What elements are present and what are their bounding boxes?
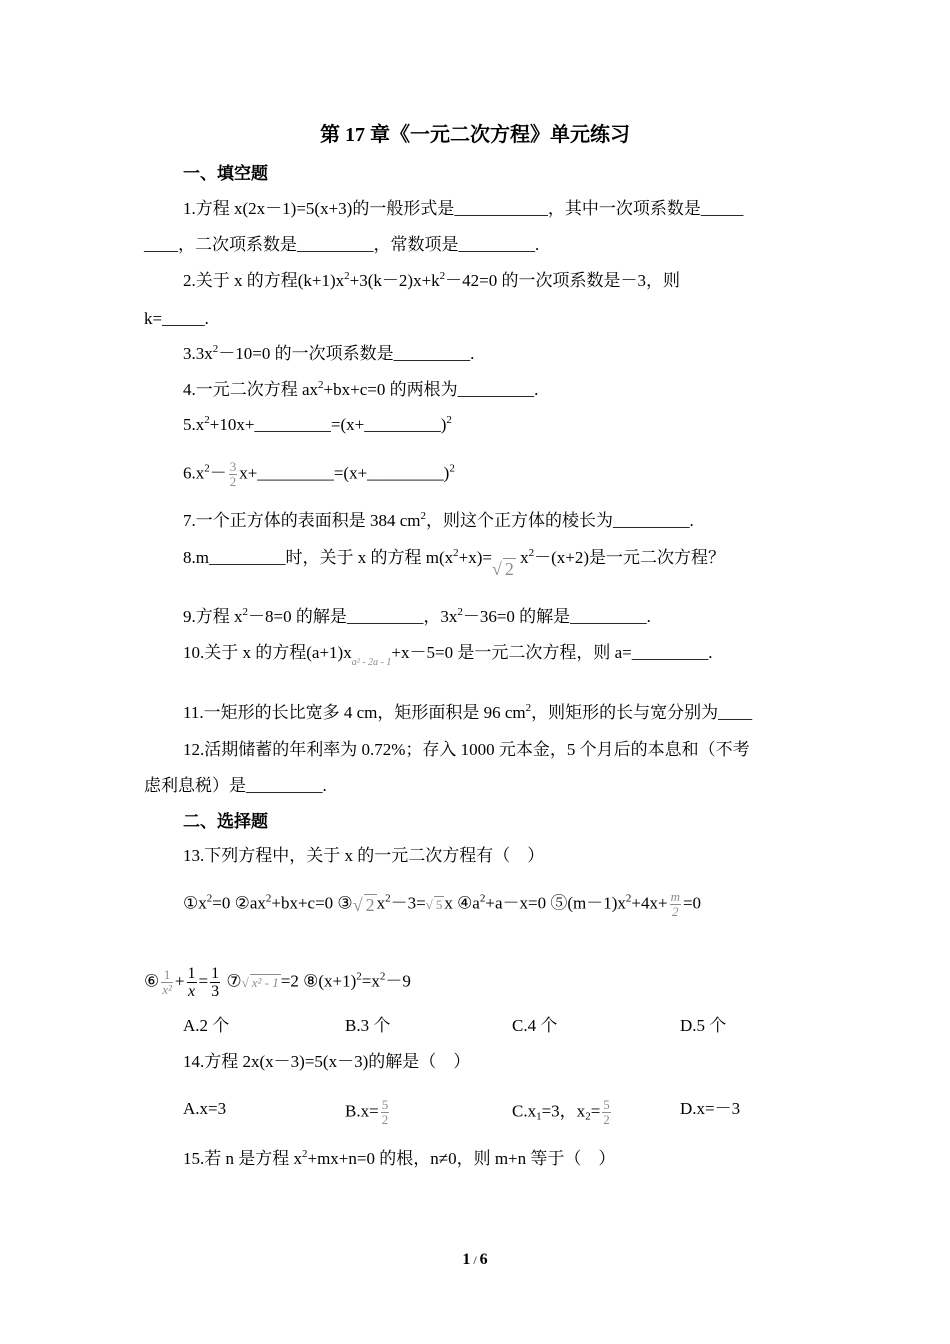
question-6: $6.x^2-$ $\frac{3}{2}$ x+_________=(x+_________)$^2$ bbox=[183, 459, 455, 489]
sqrt-five: √ 5 bbox=[425, 896, 443, 912]
section-choice-heading: 二、选择题 bbox=[183, 812, 268, 831]
q13-choice-b[interactable]: B.3 个 bbox=[345, 1016, 391, 1035]
q13-choice-d[interactable]: D.5 个 bbox=[680, 1016, 727, 1035]
question-4: 4.一元二次方程 $ax^2+bx+c=0$ 的两根为_________. bbox=[183, 379, 539, 399]
exponent-expression: a² - 2a - 1 bbox=[351, 657, 392, 668]
fraction-five-halves: $\frac{5}{2}$ bbox=[603, 1097, 610, 1127]
question-10: 10.关于 x 的方程$(a+1)x_{a^2 - 2a - 1}+x-5=0$ 是一元二次方程，则 a=_________. bbox=[183, 643, 713, 668]
question-1-line-2: ____，二次项系数是_________，常数项是_________. bbox=[144, 235, 540, 254]
question-2-line-2: k=_____. bbox=[144, 309, 209, 328]
q14-choice-b[interactable]: B.x= $\frac{5}{2}$ bbox=[345, 1097, 389, 1127]
sqrt-x-squared-minus-one: √ x² - 1 bbox=[241, 974, 279, 990]
question-15: 15.若 n 是方程 $x^2+mx+n=0$ 的根，n≠0，则 m+n 等于（ ） bbox=[183, 1148, 616, 1168]
question-13-choices bbox=[0, 1015, 950, 1037]
document-title: 第 17 章《一元二次方程》单元练习 bbox=[320, 124, 630, 146]
sqrt-two: √ 2 bbox=[352, 894, 375, 915]
question-9: 9.方程 $x^2-8=0$ 的解是_________，$3x^2-36=0$ 的解是_________. bbox=[183, 606, 651, 626]
page-number: 1 / 6 bbox=[462, 1251, 488, 1268]
q14-choice-c[interactable]: $C.x_1=3$，$x_2=$ $\frac{5}{2}$ bbox=[512, 1097, 610, 1127]
question-3: $3.3x^2-10=0$ 的一次项系数是_________. bbox=[183, 343, 475, 363]
question-14-choices bbox=[0, 1097, 950, 1127]
q14-choice-d[interactable]: D.x=－3 bbox=[680, 1099, 741, 1118]
fraction-m-over-two: $\frac{m}{2}$ bbox=[670, 889, 680, 919]
fraction-five-halves: $\frac{5}{2}$ bbox=[381, 1097, 389, 1127]
question-13-options-row-2: ⑥ $\frac{1}{\text{x²}}$ + $\frac{1}{x}$ = $\frac{1}{3}$ ⑦√ x² - 1 =2 $⑧(x+1)^2=x^2-9$ bbox=[144, 965, 411, 1000]
fraction-one-over-x: $\frac{1}{x}$ bbox=[187, 965, 196, 1000]
question-5: $5.x^2+10x+\_\_\_\_\_\_\_\_\_=(x+\_\_\_\_\_\_\_\_\_)^2$ bbox=[183, 414, 452, 434]
question-12-line-2: 虑利息税）是_________. bbox=[144, 776, 327, 795]
fraction-one-third: $\frac{1}{3}$ bbox=[211, 965, 220, 1000]
question-13: 13.下列方程中，关于 x 的一元二次方程有（ ） bbox=[183, 846, 545, 865]
fraction-three-halves: $\frac{3}{2}$ bbox=[229, 459, 237, 489]
question-12-line-1: 12.活期储蓄的年利率为 0.72%；存入 1000 元本金，5 个月后的本息和（不考 bbox=[183, 740, 750, 759]
section-fill-in-heading: 一、填空题 bbox=[183, 164, 268, 183]
question-11: 11.一矩形的长比宽多 4 cm，矩形面积是 96 $cm^2$，则矩形的长与宽分别为____ bbox=[183, 702, 753, 722]
q13-choice-c[interactable]: C.4 个 bbox=[512, 1016, 558, 1035]
question-2-line-1: 2.关于 x 的方程$(k+1)x^2+3(k-2)x+k^2-42=0$ 的一次项系数是－3，则 bbox=[183, 270, 681, 290]
sqrt-two: √ 2 bbox=[491, 559, 514, 579]
q14-choice-a[interactable]: A.x=3 bbox=[183, 1099, 227, 1118]
question-14: 14.方程 2x(x－3)=5(x－3)的解是（ ） bbox=[183, 1052, 471, 1071]
question-13-options-row-1: $①x^2=0$ $②ax^2+bx+c=0$ ③√ 2 $x^2-3=√$ 5 x $④a^2+a-x=0$ $⑤(m-1)x^2+4x+$ $\frac{m}{2}$ =0 bbox=[183, 889, 702, 919]
question-1-line-1: 1.方程 x(2x－1)=5(x+3)的一般形式是___________，其中一次项系数是_____ bbox=[183, 199, 744, 218]
fraction-one-over-x-squared: $\frac{1}{\text{x²}}$ bbox=[162, 967, 172, 997]
question-8: 8.m_________时，关于 x 的方程 $m(x^2+x)=√$ 2 $x^2-(x+2)$是一元二次方程？ bbox=[183, 547, 726, 579]
question-7: 7.一个正方体的表面积是 384 $cm^2$，则这个正方体的棱长为_________. bbox=[183, 510, 694, 530]
q13-choice-a[interactable]: A.2 个 bbox=[183, 1016, 230, 1035]
